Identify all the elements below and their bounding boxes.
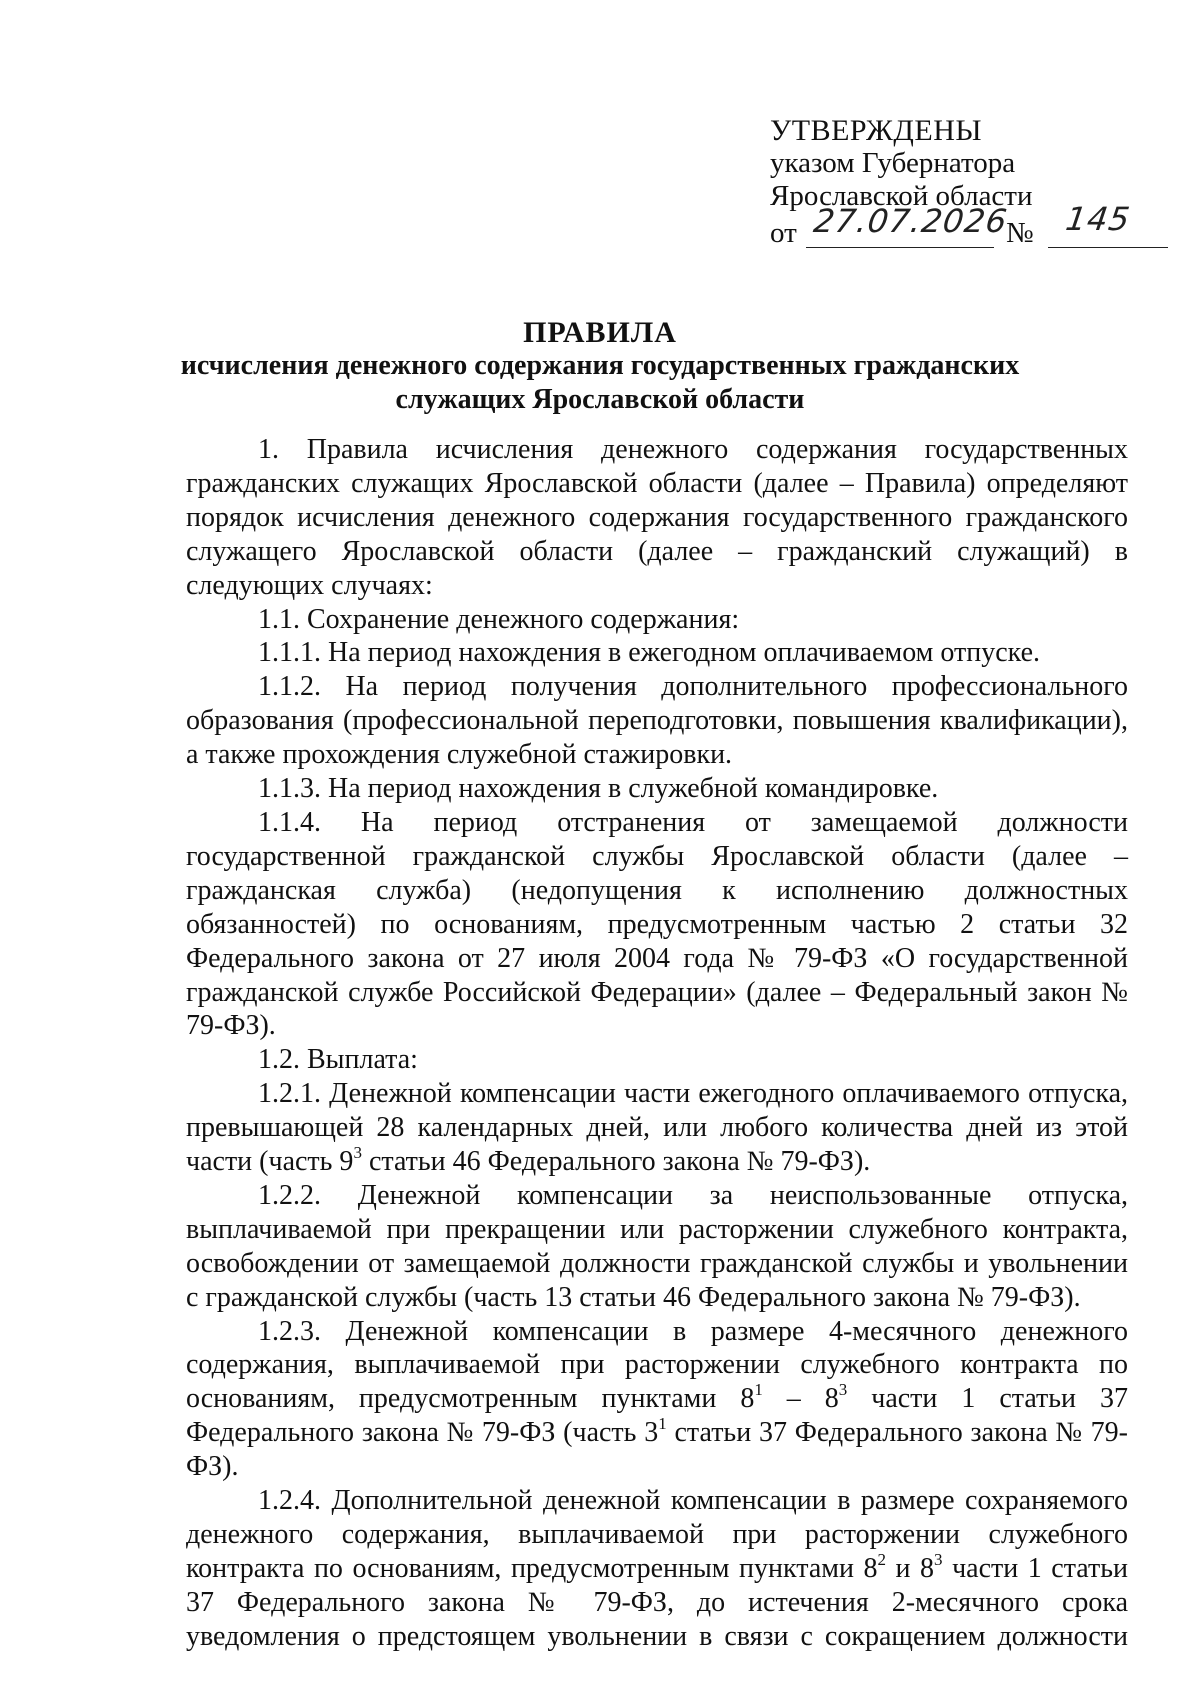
p123-sup-3: 1 [658,1414,667,1434]
paragraph-1-2-3 [186,1315,1128,1485]
document-body [186,433,1128,1654]
approval-block [770,114,1133,253]
p123-sup-1: 1 [754,1380,763,1400]
p124-text-a: 1.2.4. Дополнительной денежной компенсации в размере сохраняемого денежного содержания, выплачиваемой при расторжении служебного контракта по основаниям, предусмотренным пунктами 8 [186,1485,1128,1584]
handwritten-date: 27.07.2026 [811,202,1010,240]
p124-text-c: части 1 статьи 37 Федерального закона № 79-ФЗ, до истечения 2-месячного срока уведомления о предстоящем увольнении в связи с сокращением должности [186,1552,1128,1652]
p124-sup-1: 2 [877,1549,886,1569]
p123-text-d: статьи 37 Федерального закона № 79-ФЗ). [186,1417,1128,1483]
paragraph-1-2-2: 1.2.2. Денежной компенсации за неиспользованные отпуска, выплачиваемой при прекращении или расторжении служебного контракта, освобождении от замещаемой должности гражданской службы и увольнении с гражданской службы (часть 13 статьи 46 Федерального закона № 79-ФЗ). [186,1179,1128,1313]
paragraph-1-2-1 [186,1077,1128,1179]
p123-text-c: части 1 статьи 37 Федерального закона № 79-ФЗ (часть 3 [186,1383,1128,1449]
p124-sup-2: 3 [934,1549,943,1569]
paragraph-1-1-3: 1.1.3. На период нахождения в служебной командировке. [258,773,939,805]
paragraph-1-1-4: 1.1.4. На период отстранения от замещаемой должности государственной гражданской службы Ярославской области (далее – гражданская служба) (недопущения к исполнению должностных обязанностей) по основаниям, предусмотренным частью 2 статьи 32 Федерального закона от 27 июля 2004 года № 79-ФЗ «О государственной гражданской службе Российской Федерации» (далее – Федеральный закон № 79-ФЗ). [186,806,1128,1042]
subtitle-line-1: исчисления денежного содержания государственных гражданских [180,350,1020,381]
handwritten-number: 145 [1063,200,1133,238]
approval-line-1: указом Губернатора [770,147,1016,179]
p121-sup: 3 [353,1143,362,1163]
approval-heading: УТВЕРЖДЕНЫ [770,114,983,147]
subtitle-line-2: служащих Ярославской области [395,384,805,415]
paragraph-1-1-1: 1.1.1. На период нахождения в ежегодном оплачиваемом отпуске. [258,637,1041,669]
paragraph-1-2: 1.2. Выплата: [258,1044,418,1076]
p123-text-b: – 8 [762,1383,839,1415]
document-subtitle [0,349,1200,417]
p124-text-b: и 8 [886,1552,935,1584]
paragraph-1-1-2: 1.1.2. На период получения дополнительного профессионального образования (профессиональной переподготовки, повышения квалификации), а также прохождения служебной стажировки. [186,671,1128,771]
p123-sup-2: 3 [838,1380,848,1400]
paragraph-1: 1. Правила исчисления денежного содержания государственных гражданских служащих Ярославской области (далее – Правила) определяют порядок исчисления денежного содержания государственного гражданского служащего Ярославской области (далее – гражданский служащий) в следующих случаях: [186,434,1128,601]
approval-line-2: Ярославской области [770,180,1033,212]
date-prefix: от [770,217,797,249]
paragraph-1-2-4 [186,1484,1128,1654]
date-underline [806,247,994,248]
number-underline [1048,247,1168,248]
approval-date-number-row [770,200,1133,253]
document-title: ПРАВИЛА [523,316,677,349]
p123-text-a: 1.2.3. Денежной компенсации в размере 4-месячного денежного содержания, выплачиваемой при расторжении служебного контракта по основаниям, предусмотренным пунктами 8 [186,1315,1128,1415]
p121-text-a: 1.2.1. Денежной компенсации части ежегодного оплачиваемого отпуска, превышающей 28 календарных дней, или любого количества дней из этой части (часть 9 [186,1078,1128,1178]
paragraph-1-1: 1.1. Сохранение денежного содержания: [258,603,740,635]
p121-text-b: статьи 46 Федерального закона № 79-ФЗ). [361,1146,871,1178]
number-prefix: № [1006,217,1034,249]
